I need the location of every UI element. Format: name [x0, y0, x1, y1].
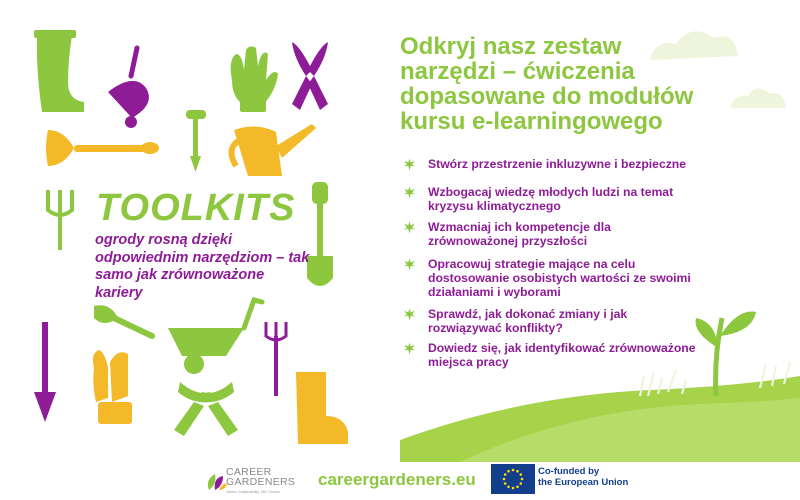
trowel-icon [46, 130, 159, 166]
asterisk-flower-icon [403, 221, 416, 234]
eu-flag-icon [491, 464, 535, 494]
pitchfork-icon [48, 190, 72, 250]
toolkits-title: TOOLKITS [96, 187, 296, 229]
asterisk-flower-icon [403, 308, 416, 321]
headline: Odkryj nasz zestaw narzędzi – ćwiczenia dopasowane do modułów kursu e-learningowego [400, 33, 694, 135]
glove-icon [231, 46, 278, 112]
eu-cofunded-text [538, 466, 658, 488]
asterisk-flower-icon [403, 186, 416, 199]
eu-line2: the European Union [538, 477, 629, 488]
hand-fork-icon [266, 322, 286, 396]
logo-wordmark [226, 467, 295, 487]
dibber-icon [186, 110, 206, 172]
spade-icon [307, 182, 333, 286]
website-link[interactable]: careergardeners.eu [318, 470, 476, 489]
wheelbarrow-icon [168, 300, 262, 374]
toolkits-subtitle: ogrody rosną dzięki odpowiednim narzędziom – tak samo jak zrównoważone kariery [95, 232, 310, 301]
logo-tagline: Values. Sustainability. Life Choices. [226, 490, 281, 494]
boot-icon [34, 30, 84, 112]
list-item-text: Dowiedz się, jak identyfikować zrównoważone miejsca pracy [428, 341, 696, 369]
pruning-shears-icon [292, 42, 328, 110]
asterisk-flower-icon [403, 158, 416, 171]
asterisk-flower-icon [403, 342, 416, 355]
asterisk-flower-icon [403, 258, 416, 271]
cultivator-icon [108, 48, 149, 128]
logo-line2: GARDENERS [226, 476, 296, 488]
hand-trowel-icon [94, 305, 152, 336]
list-item-text: Sprawdź, jak dokonać zmiany i jak rozwiązywać konflikty? [428, 307, 628, 335]
logo-line1: CAREER [226, 466, 272, 478]
cloud-decoration-small [730, 88, 786, 108]
secateurs-icon [174, 382, 238, 436]
purple-spade-icon [34, 322, 56, 422]
garden-gloves-icon [93, 350, 132, 424]
tools-illustration [0, 0, 400, 462]
yellow-boot-icon [296, 372, 348, 444]
list-item-text: Opracowuj strategie mające na celu dostosowanie osobistych wartości ze swoimi działaniami i wyborami [428, 257, 691, 299]
list-item-text: Stwórz przestrzenie inkluzywne i bezpieczne [428, 157, 687, 171]
list-item-text: Wzmacniaj ich kompetencje dla zrównoważonej przyszłości [428, 220, 611, 248]
watering-can-icon [232, 124, 317, 176]
list-item-text: Wzbogacaj wiedzę młodych ludzi na temat kryzysu klimatycznego [428, 185, 674, 213]
eu-line1: Co-funded by [538, 466, 600, 477]
